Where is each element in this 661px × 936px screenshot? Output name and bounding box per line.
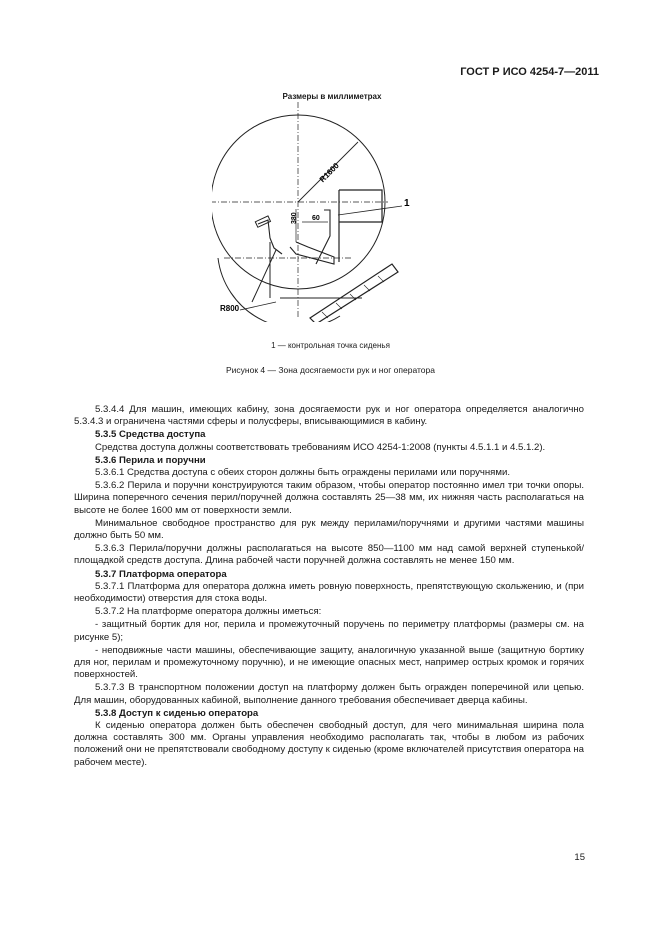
figure-reach-zone xyxy=(212,92,452,322)
paragraph-5-3-6-2: 5.3.6.2 Перила и поручни конструируются таким образом, чтобы оператор постоянно имел три точки опоры. Ширина поперечного сечения перил/поручней должна составлять 25—38 мм, их нижняя часть располагаться на высоте не более 1600 мм от поверхности земли. xyxy=(74,480,584,516)
figure-caption: Рисунок 4 — Зона досягаемости рук и ног оператора xyxy=(225,365,435,375)
callout-leader xyxy=(338,206,402,215)
heading-5-3-6: 5.3.6 Перила и поручни xyxy=(95,454,206,466)
body-text xyxy=(74,404,584,770)
paragraph-5-3-7-2-a: - защитный бортик для ног, перила и промежуточный поручень по периметру платформы (размеры см. на рисунке 5); xyxy=(74,619,584,643)
document-code: ГОСТ Р ИСО 4254-7—2011 xyxy=(460,66,599,78)
paragraph-5-3-7-2: 5.3.7.2 На платформе оператора должны иметься: xyxy=(95,606,322,618)
radius-large-label: R1600 xyxy=(317,161,341,185)
reach-zone-drawing xyxy=(212,92,452,322)
callout-number: 1 xyxy=(404,198,410,209)
paragraph-5-3-4-4: 5.3.4.4 Для машин, имеющих кабину, зона досягаемости рук и ног оператора определяется аналогично 5.3.4.3 и ограничена частями сферы и полусферы, вписывающимися в кабину. xyxy=(74,404,584,428)
paragraph-5-3-5: Средства доступа должны соответствовать требованиям ИСО 4254-1:2008 (пункты 4.5.1.1 и 4.5.1.2). xyxy=(95,441,546,453)
radius-leader-small xyxy=(240,302,276,310)
paragraph-5-3-7-2-b: - неподвижные части машины, обеспечивающие защиту, аналогичную указанной выше (защитную бортику для ног, перилам и промежуточному поручню), и не имеющие опасных мест, например острых кромок и горячих поверхностей. xyxy=(74,644,584,681)
paragraph-5-3-8: К сиденью оператора должен быть обеспечен свободный доступ, для чего минимальная ширина пола должна составлять 300 мм. Органы управления необходимо располагать так, чтобы в любом из рабочих положений они не препятствовали свободному доступу к сиденью (кроме включателей присутствия оператора на рабочем месте). xyxy=(74,720,584,768)
paragraph-5-3-6-2-b: Минимальное свободное пространство для рук между перилами/поручнями и другими частями машины должно быть 50 мм. xyxy=(74,517,584,542)
figure-units-note: Размеры в миллиметрах xyxy=(282,92,382,101)
seat-cushion xyxy=(290,242,334,264)
paragraph-5-3-7-1: 5.3.7.1 Платформа для оператора должна иметь ровную поверхность, препятствующую скольжению, и (при необходимости) отверстия для стока воды. xyxy=(74,580,584,605)
paragraph-5-3-6-1: 5.3.6.1 Средства доступа с обеих сторон должны быть ограждены перилами или поручнями. xyxy=(95,467,510,479)
radius-small-label: R800 xyxy=(220,304,240,313)
heading-5-3-7: 5.3.7 Платформа оператора xyxy=(95,568,227,580)
leg-reach-line-2 xyxy=(252,250,276,302)
heading-5-3-5: 5.3.5 Средства доступа xyxy=(95,429,206,441)
dim-60-label: 60 xyxy=(312,215,320,222)
dim-380-label: 380 xyxy=(291,212,298,224)
cabin-outline xyxy=(339,190,382,222)
paragraph-5-3-6-3: 5.3.6.3 Перила/поручни должны располагаться на высоте 850—1100 мм над самой верхней ступенькой/площадкой средств доступа. Длина рабочей части поручней должна составлять не менее 150 мм. xyxy=(74,543,584,567)
heading-5-3-8: 5.3.8 Доступ к сиденью оператора xyxy=(95,707,259,719)
page-number: 15 xyxy=(574,852,585,863)
paragraph-5-3-7-3: 5.3.7.3 В транспортном положении доступ на платформу должен быть огражден поперечиной или цепью. Для машин, оборудованных кабиной, выполнение данного требования обеспечивает дверца кабины. xyxy=(74,682,584,706)
figure-legend: 1 — контрольная точка сиденья xyxy=(271,341,390,350)
